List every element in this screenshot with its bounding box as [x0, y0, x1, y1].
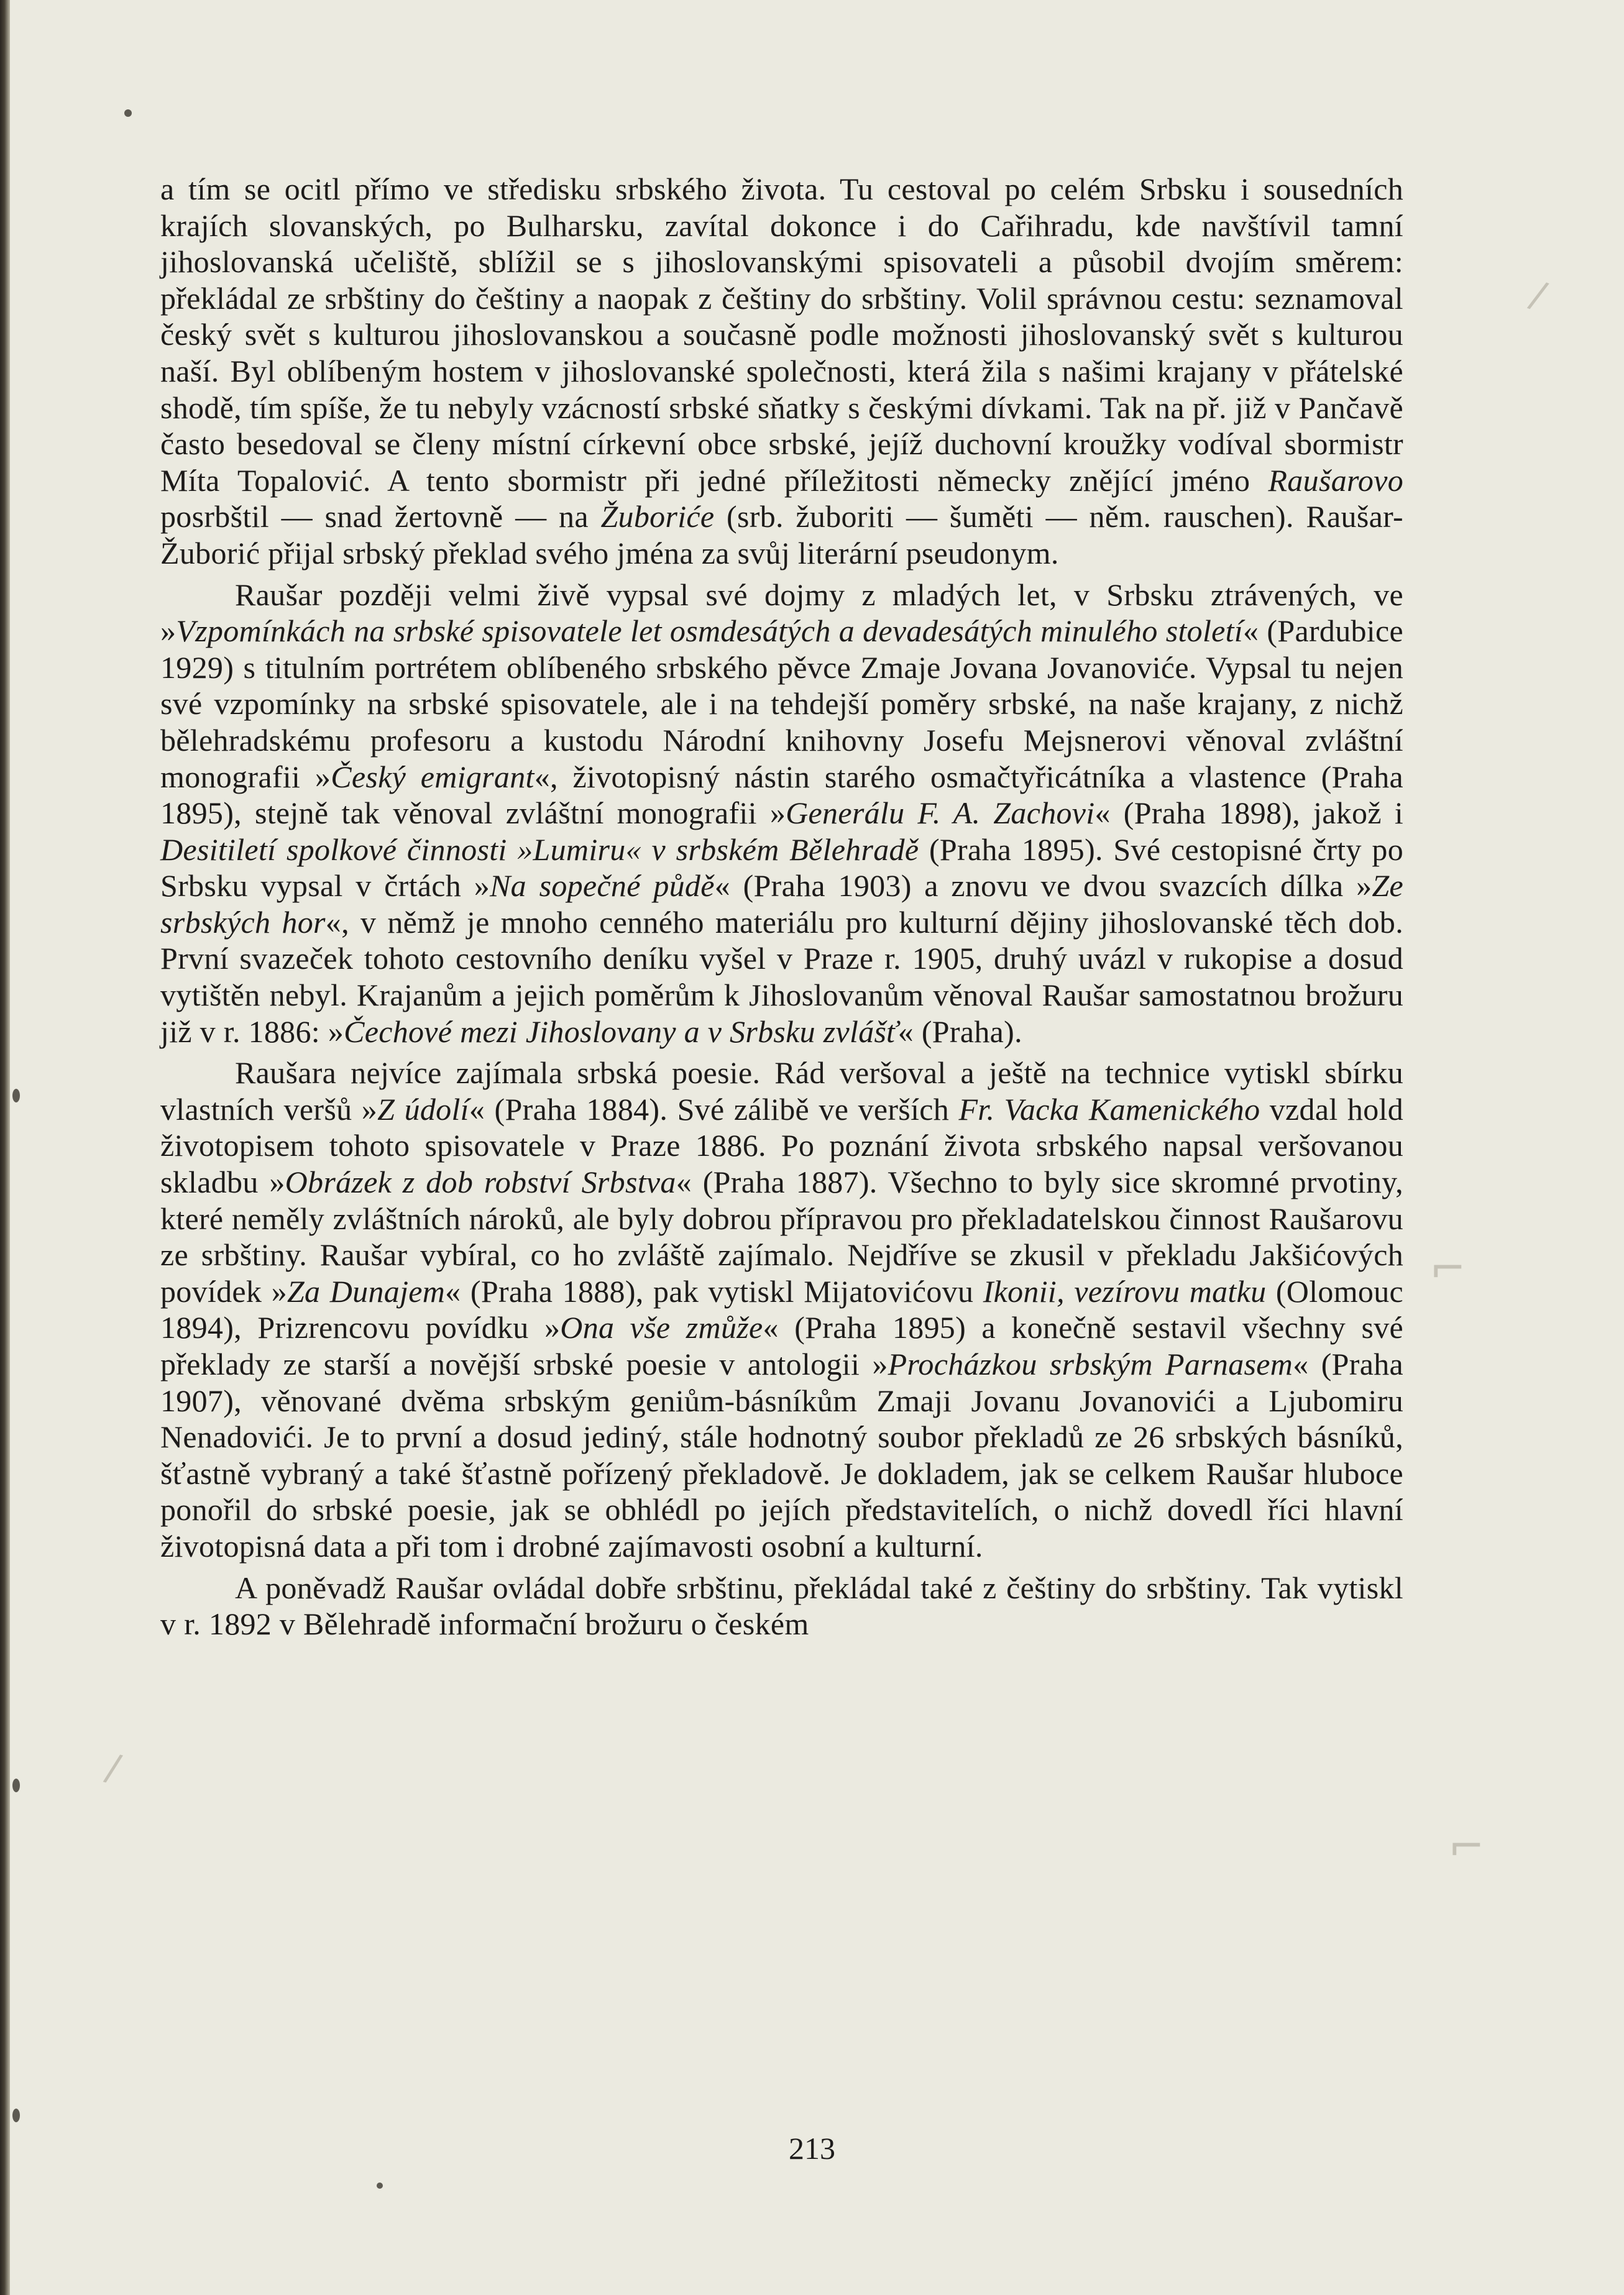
paragraph-text: (Praha 1895). Své cestopisné črty po Srbsku vypsal v črtách »	[160, 831, 1403, 904]
pencil-margin-mark: /	[101, 1745, 125, 1791]
paragraph-text: a tím se ocitl přímo ve středisku srbského života. Tu cestoval po celém Srbsku i sousedních krajích slovanských, po Bulharsku, zavítal dokonce i do Cařihradu, kde navštívil tamní jihoslovanská učeliště, sblížil se s jihoslovanskými spisovateli a působil dvojím směrem: překládal ze srbštiny do češtiny a naopak z češtiny do srbštiny. Volil správnou cestu: seznamoval český svět s kulturou jihoslovanskou a současně podle možnosti jihoslovanský svět s kulturou naší. Byl oblíbeným hostem v jihoslovanské společnosti, která žila s našimi krajany v přátelské shodě, tím spíše, že tu nebyly vzácností srbské sňatky s českými dívkami. Tak na př. již v Pančavě často besedoval se členy místní církevní obce srbské, jejíž duchovní kroužky vodíval sbormistr Míta Topalović. A tento sbormistr při jedné příležitosti německy znějící jméno	[160, 172, 1403, 498]
page-number: 213	[789, 2131, 835, 2166]
italic-title-text: Na sopečné půdě	[490, 868, 715, 904]
ink-speck	[124, 109, 132, 117]
paragraph-text: « (Praha 1907), věnované dvěma srbským geniům-básníkům Zmaji Jovanu Jovanovići a Ljubomiru Nenadovići. Je to první a dosud jediný, stále hodnotný soubor překladů ze 26 srbských básníků, šťastně vybraný a také šťastně pořízený překladově. Je dokladem, jak se celkem Raušar hluboce ponořil do srbské poesie, jak se obhlédl po jejích představitelích, o nichž dovedl říci hlavní životopisná data a při tom i drobné zajímavosti osobní a kulturní.	[160, 1347, 1403, 1564]
pencil-margin-mark: /	[1525, 272, 1552, 318]
paragraph	[160, 171, 1403, 572]
paragraph-text: « (Praha 1898), jakož i	[1094, 795, 1404, 831]
italic-title-text: Ona vše zmůže	[560, 1310, 763, 1345]
italic-title-text: Procházkou srbským Parnasem	[888, 1347, 1293, 1381]
pencil-margin-mark: ⌐	[1448, 1821, 1485, 1872]
italic-title-text: Čechové mezi Jihoslovany a v Srbsku zvlášť	[344, 1014, 898, 1049]
paragraph-text: « (Praha).	[897, 1014, 1022, 1049]
paragraph-text: Raušar později velmi živě vypsal své dojmy z mladých let, v Srbsku ztrávených, ve »	[160, 577, 1403, 649]
paragraph-text: « (Praha 1884). Své zálibě ve verších	[469, 1091, 959, 1127]
pencil-margin-mark: ⌐	[1429, 1243, 1466, 1294]
paragraph	[160, 1570, 1403, 1642]
italic-title-text: Desitiletí spolkové činnosti »Lumiru« v srbském Bělehradě	[160, 831, 919, 867]
page-binding-edge	[0, 0, 10, 2295]
paragraph-text: (Olomouc 1894), Prizrencovu povídku »	[160, 1273, 1403, 1345]
paragraph-text: « (Praha 1888), pak vytiskl Mijatovićovu	[445, 1273, 983, 1309]
paragraph-text: «, v němž je mnoho cenného materiálu pro kulturní dějiny jihoslovanské těch dob. První svazeček tohoto cestovního deníku vyšel v Praze r. 1905, druhý uvázl v rukopise a dosud vytištěn nebyl. Krajanům a jejich poměrům k Jihoslovanům věnoval Raušar samostatnou brožuru již v r. 1886: »	[160, 904, 1403, 1049]
paragraph-text: «, životopisný nástin starého osmačtyřicátníka a vlastence (Praha 1895), stejně tak věnoval zvláštní monografii »	[160, 759, 1403, 831]
italic-title-text: Žuboriće	[600, 499, 715, 534]
italic-title-text: Z údolí	[377, 1091, 469, 1127]
paragraph-text: posrbštil — snad žertovně — na	[160, 499, 601, 534]
italic-title-text: Fr. Vacka Kamenického	[958, 1091, 1260, 1127]
italic-title-text: Raušarovo	[1268, 462, 1403, 498]
paragraph	[160, 577, 1403, 1050]
paragraph-text: Raušara nejvíce zajímala srbská poesie. Rád veršoval a ještě na technice vytiskl sbírku vlastních veršů »	[160, 1055, 1403, 1127]
italic-title-text: Obrázek z dob robství Srbstva	[285, 1165, 676, 1200]
italic-title-text: Ikonii, vezírovu matku	[983, 1273, 1267, 1309]
binding-hole-mark	[12, 2109, 20, 2122]
main-text	[160, 171, 1403, 1642]
italic-title-text: Generálu F. A. Zachovi	[786, 795, 1095, 831]
paragraph-text: vzdal hold životopisem tohoto spisovatele v Praze 1886. Po poznání života srbského napsal veršovanou skladbu »	[160, 1091, 1404, 1200]
paragraph-text: « (Praha 1887). Všechno to byly sice skromné prvotiny, které neměly zvláštních nároků, ale byly dobrou přípravou pro překladatelskou činnost Raušarovu ze srbštiny. Raušar vybíral, co ho zvláště zajímalo. Nejdříve se zkusil v překladu Jakšićových povídek »	[160, 1165, 1403, 1309]
paragraph-text: « (Pardubice 1929) s titulním portrétem oblíbeného srbského pěvce Zmaje Jovana Jovanoviće. Vypsal tu nejen své vzpomínky na srbské spisovatele, ale i na tehdejší poměry srbské, na naše krajany, z nichž bělehradskému profesoru a kustodu Národní knihovny Josefu Mejsnerovi věnoval zvláštní monografii »	[160, 613, 1403, 794]
italic-title-text: Český emigrant	[331, 759, 534, 794]
italic-title-text: Vzpomínkách na srbské spisovatele let osmdesátých a devadesátých minulého století	[176, 613, 1244, 649]
paragraph	[160, 1055, 1403, 1564]
paragraph-text: « (Praha 1903) a znovu ve dvou svazcích dílka »	[714, 868, 1372, 904]
paragraph-text: (srb. žuboriti — šuměti — něm. rauschen). Raušar-Žuborić přijal srbský překlad svého jména za svůj literární pseudonym.	[160, 499, 1403, 570]
italic-title-text: Ze srbských hor	[160, 868, 1404, 940]
italic-title-text: Za Dunajem	[287, 1273, 446, 1309]
binding-hole-mark	[12, 1779, 20, 1792]
paragraph-text: « (Praha 1895) a konečně sestavil všechny své překlady ze starší a novější srbské poesie v antologii »	[160, 1310, 1403, 1381]
binding-hole-mark	[12, 1089, 20, 1102]
ink-speck	[377, 2183, 383, 2189]
paragraph-text: A poněvadž Raušar ovládal dobře srbštinu, překládal také z češtiny do srbštiny. Tak vytiskl v r. 1892 v Bělehradě informační brožuru o českém	[160, 1570, 1403, 1642]
